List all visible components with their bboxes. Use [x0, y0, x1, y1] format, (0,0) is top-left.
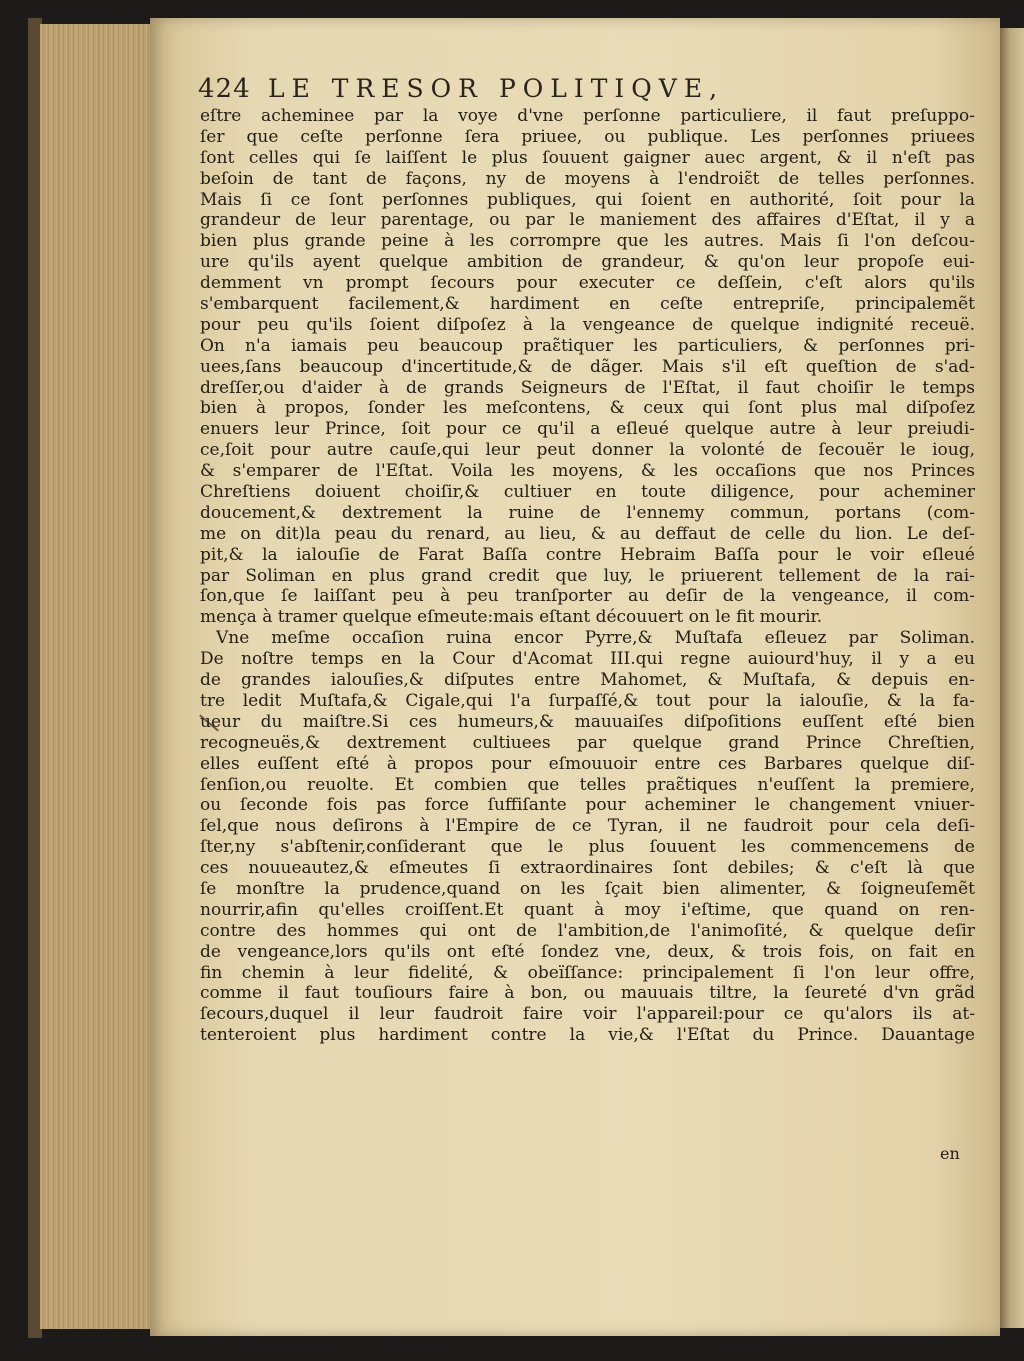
text-line: par Soliman en plus grand credit que luy, le priuerent tellement de la rai-	[200, 565, 975, 586]
text-line: grandeur de leur parentage, ou par le maniement des affaires d'Eſtat, il y a	[200, 210, 975, 231]
text-line: ces nouueautez,& eſmeutes ſi extraordinaires ſont debiles; & c'eſt là que	[200, 858, 975, 879]
text-line: ſecours,duquel il leur faudroit faire voir l'appareil:pour ce qu'alors ils at-	[200, 1004, 975, 1025]
text-line: Chreſtiens doiuent choiſir,& cultiuer en toute diligence, pour acheminer	[200, 482, 975, 503]
text-line: uees,ſans beaucoup d'incertitude,& de dãger. Mais s'il eſt queſtion de s'ad-	[200, 356, 975, 377]
text-line: ueur du maiſtre.Si ces humeurs,& mauuaiſes diſpoſitions euſſent eſté bien	[200, 711, 975, 732]
text-line: pour peu qu'ils ſoient diſpoſez à la vengeance de quelque indignité receuë.	[200, 314, 975, 335]
text-line: eſtre acheminee par la voye d'vne perſonne particuliere, il faut preſuppo-	[200, 106, 975, 126]
text-line: ſer que ceſte perſonne ſera priuee, ou publique. Les perſonnes priuees	[200, 126, 975, 147]
text-line: elles euſſent eſté à propos pour eſmouuoir entre ces Barbares quelque diſ-	[200, 753, 975, 774]
text-line: doucement,& dextrement la ruine de l'ennemy commun, portans (com-	[200, 502, 975, 523]
text-line: recogneuës,& dextrement cultiuees par quelque grand Prince Chreſtien,	[200, 732, 975, 753]
text-line: bien plus grande peine à les corrompre que les autres. Mais ſi l'on deſcou-	[200, 231, 975, 252]
paragraph-start-line: Vne meſme occaſion ruina encor Pyrre,& Muſtafa eſleuez par Soliman.	[216, 628, 975, 649]
text-line: enuers leur Prince, ſoit pour ce qu'il a eſleué quelque autre à leur preiudi-	[200, 419, 975, 440]
text-line: mença à tramer quelque eſmeute:mais eſtant découuert on le fit mourir.	[200, 607, 823, 628]
book-fore-edge	[40, 24, 152, 1329]
text-line: pit,& la ialouſie de Farat Baſſa contre Hebraim Baſſa pour le voir eſleué	[200, 544, 975, 565]
text-line: me on dit)la peau du renard, au lieu, & au deffaut de celle du lion. Le deſ-	[200, 523, 975, 544]
text-line: ſon,que ſe laiſſant peu à peu tranſporter au deſir de la vengeance, il com-	[200, 586, 975, 607]
text-line: Mais ſi ce ſont perſonnes publiques, qui ſoient en authorité, ſoit pour la	[200, 189, 975, 210]
text-line: ſel,que nous deſirons à l'Empire de ce Tyran, il ne faudroit pour cela deſi-	[200, 816, 975, 837]
body-text	[200, 106, 975, 1046]
text-line: comme il faut touſiours faire à bon, ou mauuais tiltre, la ſeureté d'vn grãd	[200, 983, 975, 1004]
text-line: ſter,ny s'abſtenir,conſiderant que le plus ſouuent les commencemens de	[200, 837, 975, 858]
text-line: tre ledit Muſtafa,& Cigale,qui l'a ſurpaſſé,& tout pour la ialouſie, & la fa-	[200, 690, 975, 711]
text-line: ſont celles qui ſe laiſſent le plus ſouuent gaigner auec argent, & il n'eſt pas	[200, 147, 975, 168]
text-line: ſenſion,ou reuolte. Et combien que telles praɛ̃tiques n'euſſent la premiere,	[200, 774, 975, 795]
text-line: s'embarquent facilement,& hardiment en ceſte entrepriſe, principalemẽt	[200, 294, 975, 315]
text-line: ce,ſoit pour autre cauſe,qui leur peut donner la volonté de ſecouër le ioug,	[200, 440, 975, 461]
text-line: beſoin de tant de façons, ny de moyens à l'endroiɛ̃t de telles perſonnes.	[200, 168, 975, 189]
text-line: de grandes ialouſies,& diſputes entre Mahomet, & Muſtafa, & depuis en-	[200, 670, 975, 691]
catchword: en	[940, 1144, 960, 1163]
text-line: dreſſer,ou d'aider à de grands Seigneurs de l'Eſtat, il faut choiſir le temps	[200, 377, 975, 398]
text-line: ou ſeconde fois pas force ſuffiſante pour acheminer le changement vniuer-	[200, 795, 975, 816]
text-line: tenteroient plus hardiment contre la vie,& l'Eſtat du Prince. Dauantage	[200, 1025, 975, 1046]
text-line: de vengeance,lors qu'ils ont eſté ſondez vne, deux, & trois fois, on fait en	[200, 941, 975, 962]
page-header	[198, 72, 888, 106]
facing-page-edge	[1000, 28, 1024, 1328]
page-number: 424	[198, 74, 251, 104]
text-line: ſe monſtre la prudence,quand on les ſçait bien alimenter, & ſoigneuſemẽt	[200, 878, 975, 899]
text-line: demment vn prompt ſecours pour executer ce deſſein, c'eſt alors qu'ils	[200, 273, 975, 294]
running-title: LE TRESOR POLITIQVE,	[268, 74, 725, 103]
text-line: bien à propos, ſonder les meſcontens, & ceux qui ſont plus mal diſpoſez	[200, 398, 975, 419]
text-line: contre des hommes qui ont de l'ambition,de l'animoſité, & quelque deſir	[200, 920, 975, 941]
text-line: nourrir,afin qu'elles croiſſent.Et quant à moy i'eſtime, que quand on ren-	[200, 899, 975, 920]
text-line: & s'emparer de l'Eſtat. Voila les moyens, & les occaſions que nos Princes	[200, 461, 975, 482]
text-line: De noſtre temps en la Cour d'Acomat III.qui regne auiourd'huy, il y a eu	[200, 649, 975, 670]
text-line: ure qu'ils ayent quelque ambition de grandeur, & qu'on leur propoſe eui-	[200, 252, 975, 273]
text-line: fin chemin à leur fidelité, & obeïſſance: principalement ſi l'on leur offre,	[200, 962, 975, 983]
text-line: On n'a iamais peu beaucoup praɛ̃tiquer les particuliers, & perſonnes pri-	[200, 335, 975, 356]
